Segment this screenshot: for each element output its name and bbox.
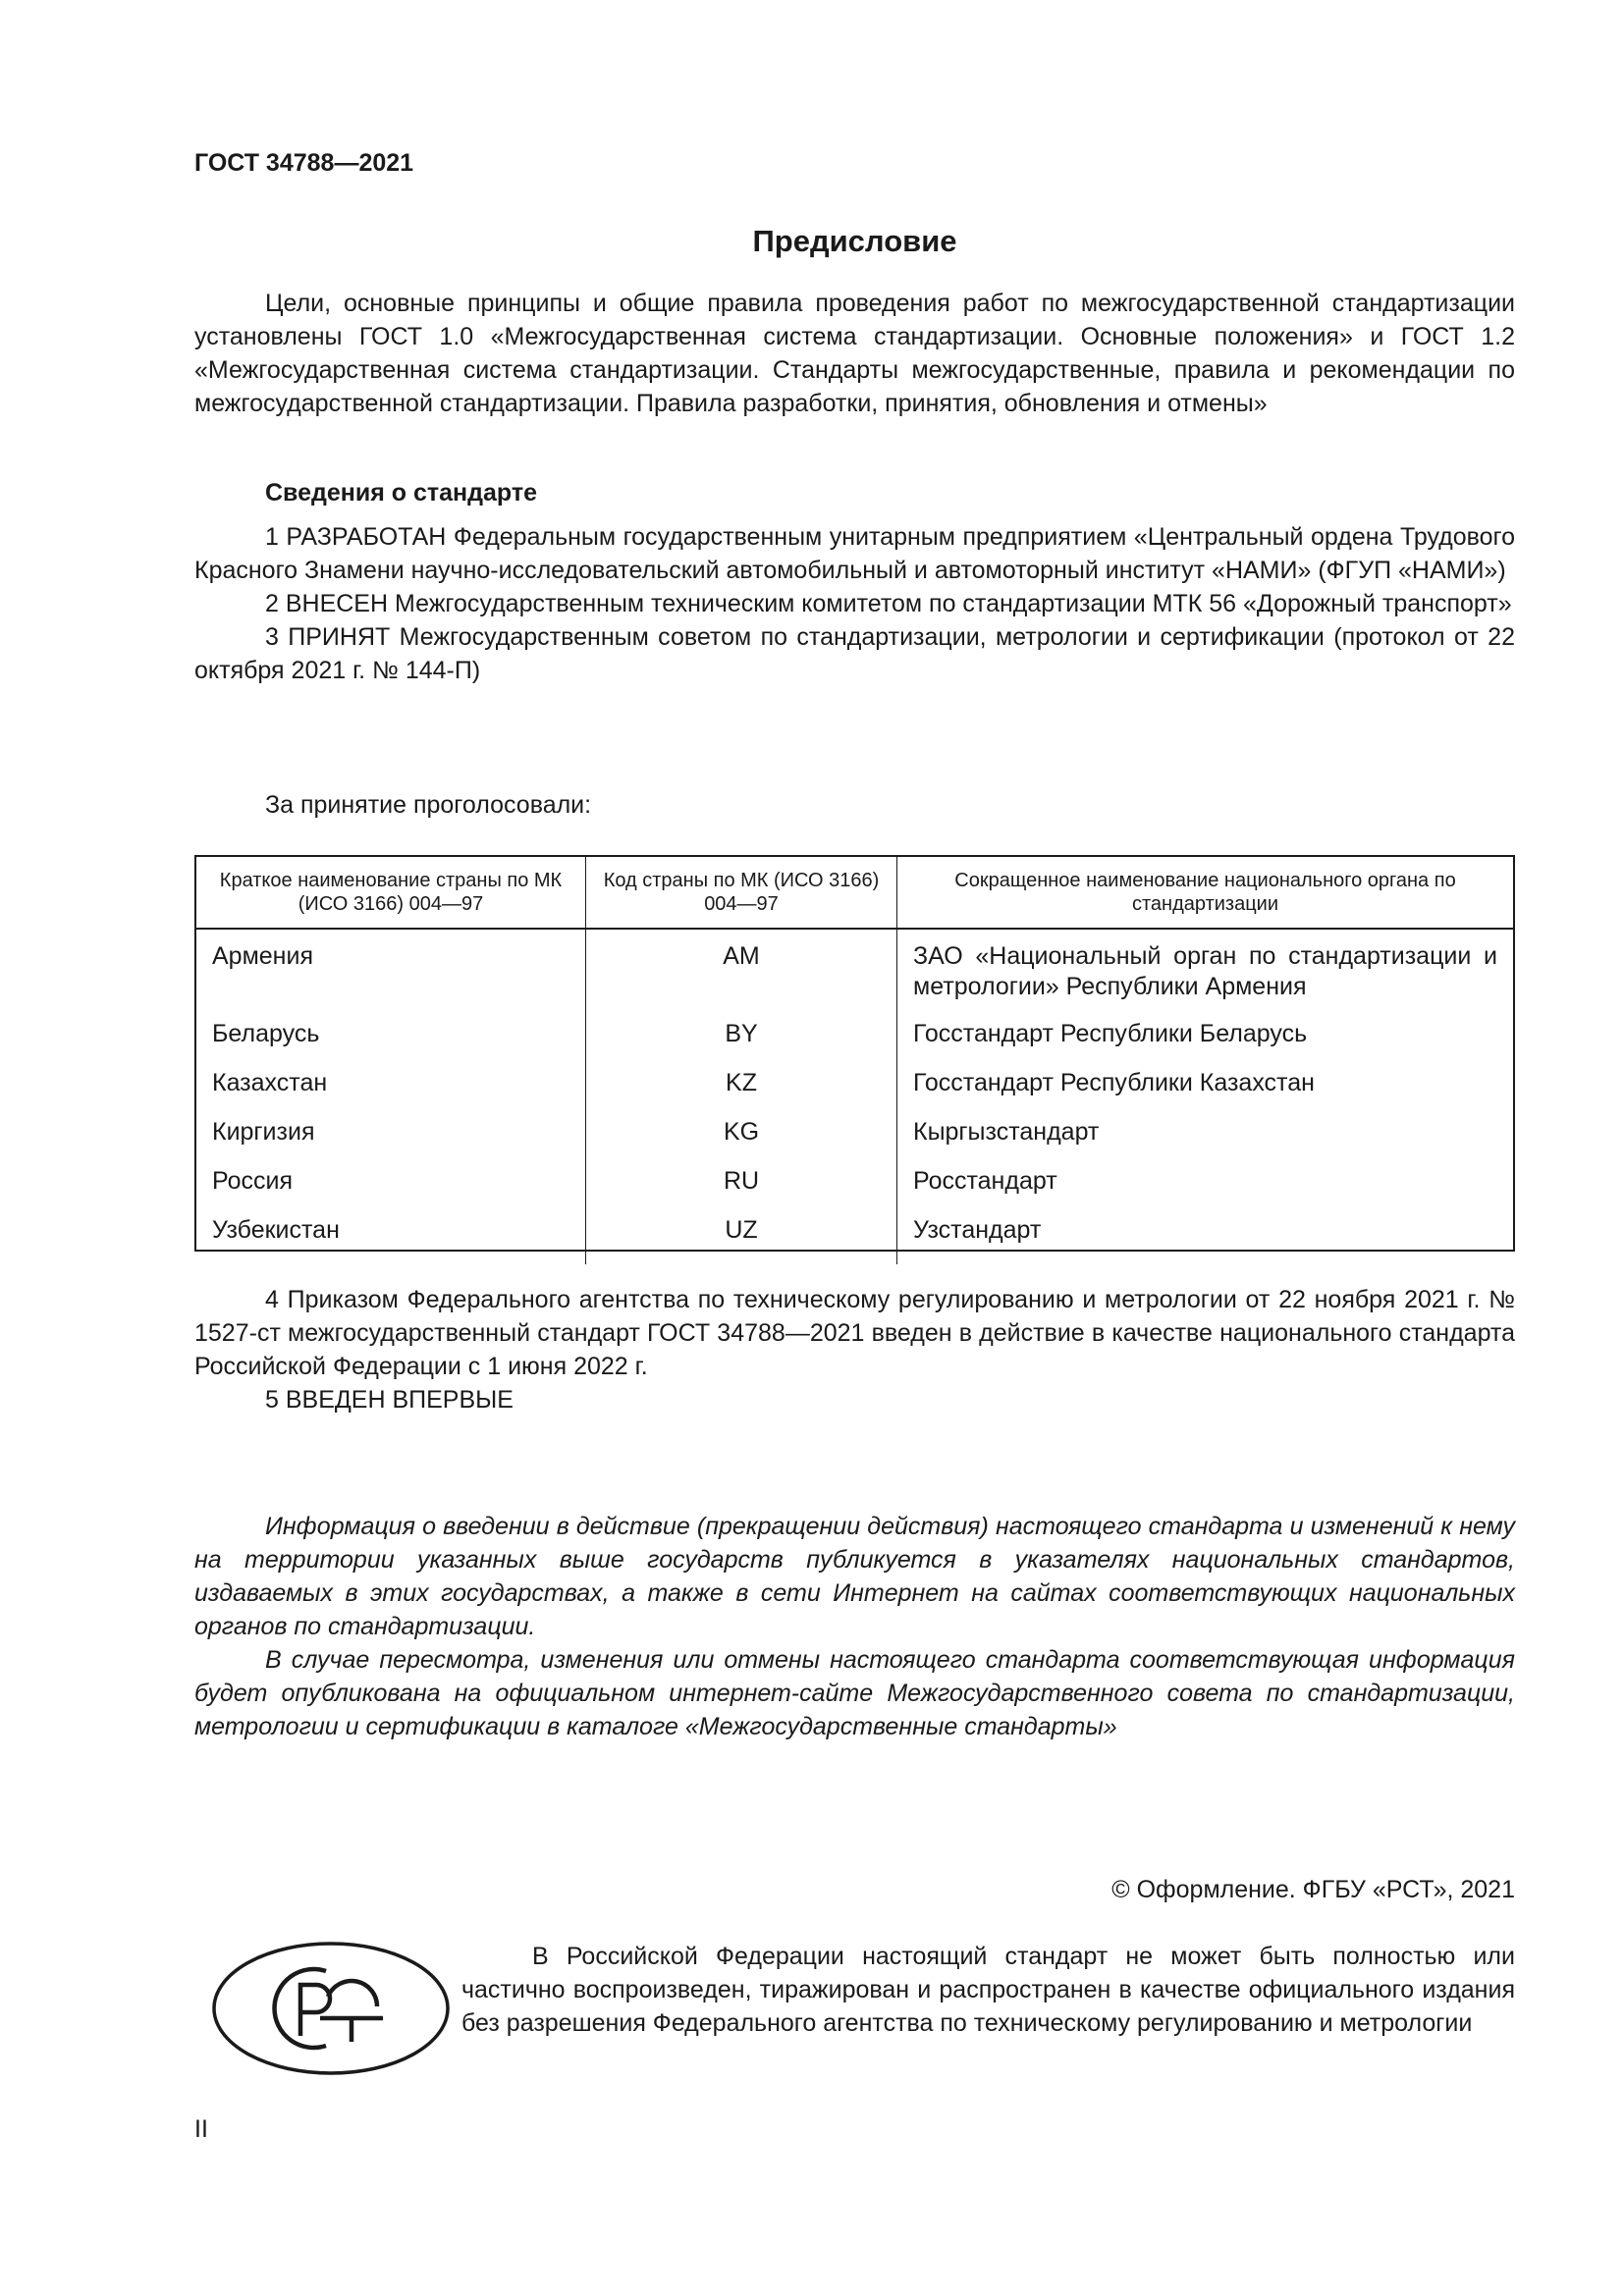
table-cell-org: Госстандарт Республики Казахстан [913, 1069, 1315, 1096]
table-cell-org: ЗАО «Национальный орган по стандартизации и метрологии» Республики Армения [913, 942, 1497, 1000]
document-page [194, 0, 1515, 2296]
table-cell-org: Узстандарт [913, 1216, 1042, 1244]
info-item-3: 3 ПРИНЯТ Межгосударственным советом по стандартизации, метрологии и сертификации (протокол от 22 октября 2021 г. № 144-П) [194, 623, 1515, 684]
org-column [896, 930, 1513, 1264]
table-cell-code: AM [723, 942, 760, 970]
table-cell-code: KZ [726, 1069, 757, 1096]
vote-intro: За принятие проголосовали: [265, 791, 592, 819]
table-cell-country: Армения [212, 942, 313, 970]
table-cell-country: Беларусь [212, 1020, 320, 1047]
table-cell-country: Киргизия [212, 1118, 315, 1146]
rst-logo-icon [210, 1938, 452, 2079]
intro-paragraph: Цели, основные принципы и общие правила проведения работ по межгосударственной стандартизации установлены ГОСТ 1.0 «Межгосударственная система стандартизации. Основные положения» и ГОСТ 1.2 «Межгосударственная система стандартизации. Стандарты межгосударственные, правила и рекомендации по межгосударственной стандартизации. Правила разработки, принятия, обновления и отмены» [194, 290, 1515, 417]
country-column [196, 930, 585, 1264]
table-cell-code: UZ [725, 1216, 758, 1244]
voting-table [194, 855, 1515, 1252]
table-header-country: Краткое наименование страны по МК (ИСО 3166) 004—97 [196, 857, 585, 930]
rights-notice: В Российской Федерации настоящий стандарт не может быть полностью или частично воспроизведен, тиражирован и распространен в качестве официального издания без разрешения Федерального агентства по техническому регулированию и метрологии [461, 1943, 1515, 2037]
intro-section [194, 287, 1515, 420]
standard-info-heading: Сведения о стандарте [265, 479, 538, 507]
table-cell-code: BY [725, 1020, 758, 1047]
table-cell-code: KG [723, 1118, 760, 1146]
copyright-line: © Оформление. ФГБУ «РСТ», 2021 [1111, 1876, 1515, 1903]
info-item-5: 5 ВВЕДЕН ВПЕРВЫЕ [265, 1386, 514, 1414]
notice-paragraph-2: В случае пересмотра, изменения или отмены настоящего стандарта соответствующая информация будет опубликована на официальном интернет-сайте Межгосударственного совета по стандартизации, метрологии и сертификации в каталоге «Межгосударственные стандарты» [194, 1646, 1515, 1740]
standard-info-items-continued [194, 1283, 1515, 1416]
table-cell-code: RU [723, 1167, 760, 1195]
document-id: ГОСТ 34788—2021 [194, 149, 414, 177]
standard-info-items [194, 520, 1515, 687]
table-header-code: Код страны по МК (ИСО 3166) 004—97 [585, 857, 896, 930]
notice-paragraph-1: Информация о введении в действие (прекращении действия) настоящего стандарта и изменений к нему на территории указанных выше государств публикуется в указателях национальных стандартов, издаваемых в этих государствах, а также в сети Интернет на сайтах соответствующих национальных органов по стандартизации. [194, 1513, 1515, 1640]
page-number: II [194, 2115, 208, 2143]
code-column [585, 930, 896, 1264]
table-cell-country: Казахстан [212, 1069, 328, 1096]
table-cell-country: Россия [212, 1167, 293, 1195]
publication-notice [194, 1510, 1515, 1743]
info-item-4: 4 Приказом Федерального агентства по техническому регулированию и метрологии от 22 ноября 2021 г. № 1527-ст межгосударственный стандарт ГОСТ 34788—2021 введен в действие в качестве национального стандарта Российской Федерации с 1 июня 2022 г. [194, 1286, 1515, 1380]
table-cell-org: Кыргызстандарт [913, 1118, 1100, 1146]
table-cell-country: Узбекистан [212, 1216, 340, 1244]
page-title: Предисловие [752, 224, 957, 258]
table-cell-org: Росстандарт [913, 1167, 1057, 1195]
table-header-org: Сокращенное наименование национального органа по стандартизации [896, 857, 1513, 930]
table-cell-org: Госстандарт Республики Беларусь [913, 1020, 1308, 1047]
info-item-1: 1 РАЗРАБОТАН Федеральным государственным унитарным предприятием «Центральный ордена Трудового Красного Знамени научно-исследовательский автомобильный и автомоторный институт «НАМИ» (ФГУП «НАМИ») [194, 523, 1515, 584]
info-item-2: 2 ВНЕСЕН Межгосударственным техническим комитетом по стандартизации МТК 56 «Дорожный транспорт» [265, 590, 1512, 617]
